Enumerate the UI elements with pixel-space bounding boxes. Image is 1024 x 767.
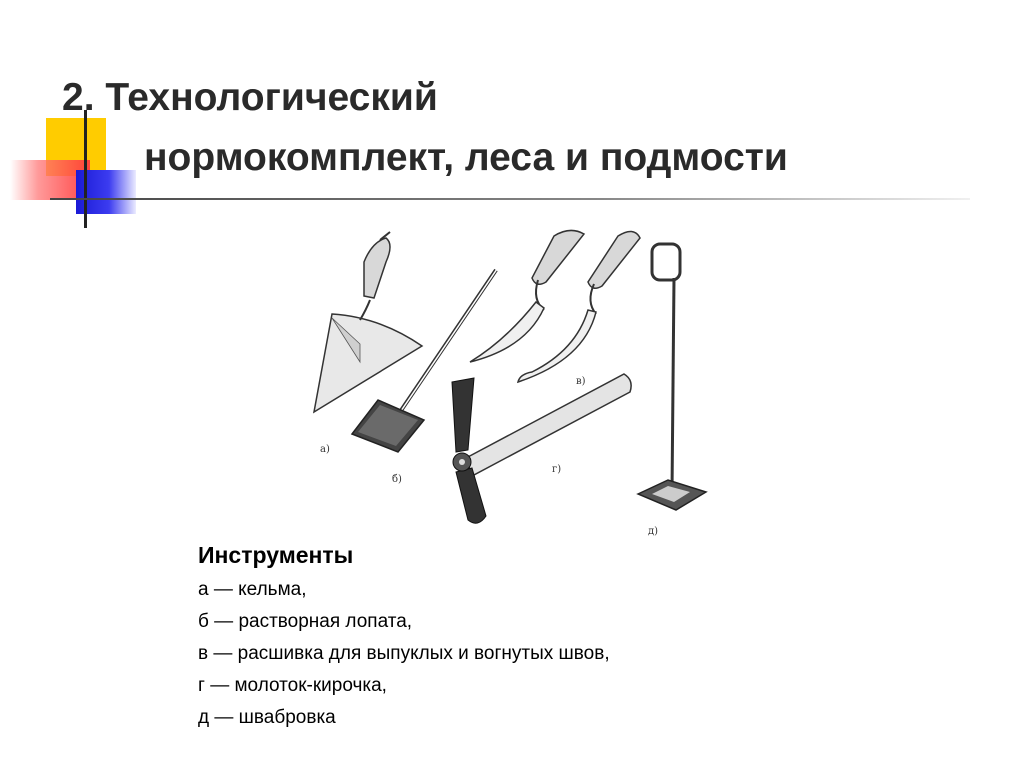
title-line-1: 2. Технологический bbox=[62, 76, 438, 119]
figure-label-b: б) bbox=[392, 474, 402, 485]
caption-item-jointer: в — расшивка для выпуклых и вогнутых швов, bbox=[198, 643, 610, 664]
tools-caption bbox=[198, 540, 798, 734]
caption-item-shovel: б — растворная лопата, bbox=[198, 611, 413, 632]
caption-heading: Инструменты bbox=[198, 542, 354, 568]
hammer-pick-drawing bbox=[452, 374, 631, 523]
figure-label-g: г) bbox=[552, 464, 562, 475]
title-underline bbox=[50, 198, 970, 200]
caption-list bbox=[198, 574, 798, 734]
swab-tool-drawing bbox=[638, 244, 706, 510]
figure-label-d: д) bbox=[648, 526, 659, 537]
caption-item-trowel: а — кельма, bbox=[198, 579, 307, 600]
figure-label-v: в) bbox=[576, 376, 586, 387]
slide-title bbox=[62, 68, 788, 188]
caption-item-swab: д — швабровка bbox=[198, 707, 336, 728]
tools-illustration bbox=[300, 222, 720, 544]
figure-label-a: а) bbox=[320, 444, 330, 455]
trowel-drawing bbox=[314, 232, 422, 412]
title-line-2: нормокомплект, леса и подмости bbox=[144, 136, 788, 179]
caption-item-hammer: г — молоток-кирочка, bbox=[198, 675, 387, 696]
jointer-tools-drawing bbox=[470, 230, 640, 382]
